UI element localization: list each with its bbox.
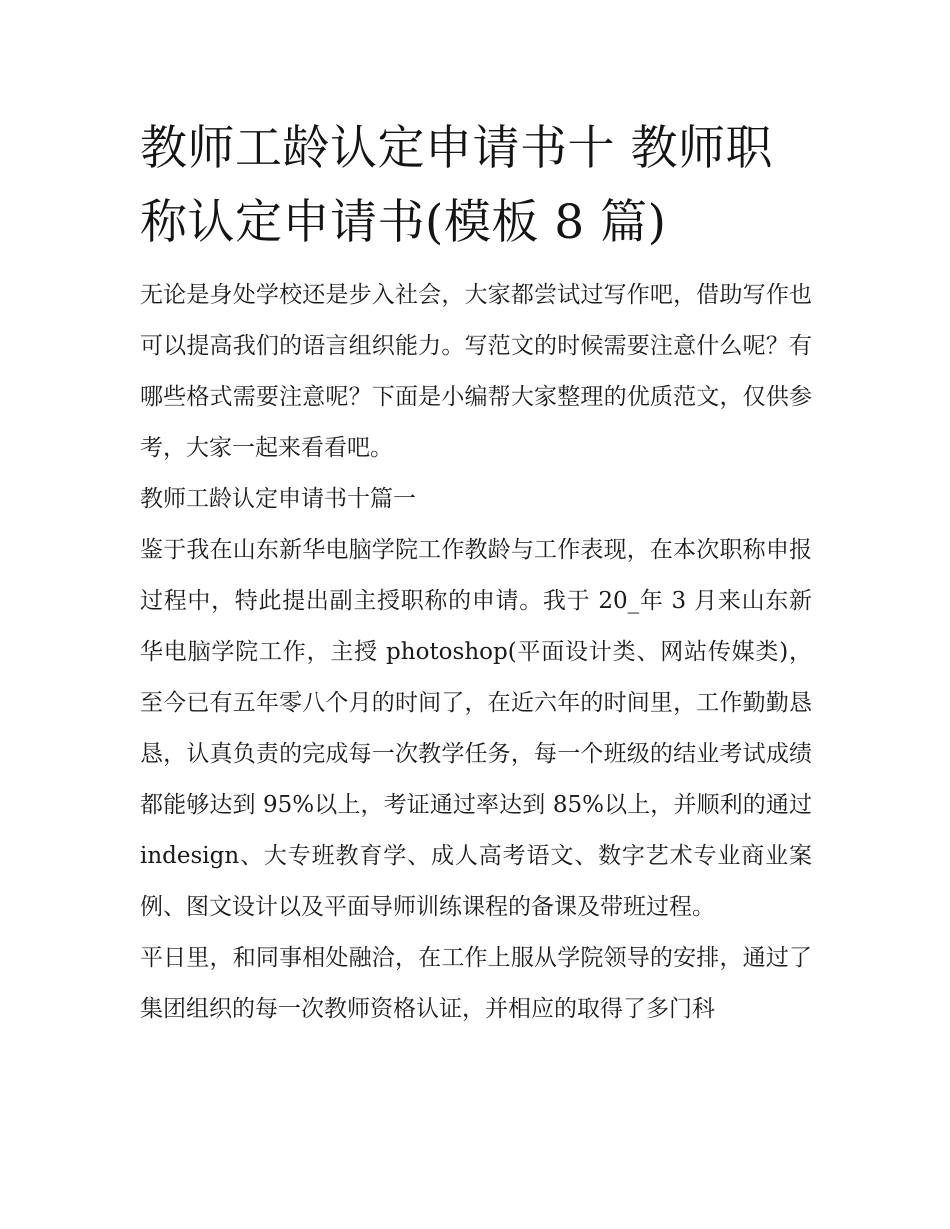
intro-paragraph: 无论是身处学校还是步入社会，大家都尝试过写作吧，借助写作也可以提高我们的语言组织能力。写范文的时候需要注意什么呢？有哪些格式需要注意呢？下面是小编帮大家整理的优质范文，仅供参考，大家一起来看看吧。 <box>140 282 812 461</box>
document-title: 教师工龄认定申请书十 教师职称认定申请书(模板 8 篇) <box>140 121 773 250</box>
body-paragraph-1: 鉴于我在山东新华电脑学院工作教龄与工作表现，在本次职称申报过程中，特此提出副主授职称的申请。我于 20_年 3 月来山东新华电脑学院工作，主授 photoshop(平面设计类、网站传媒类)，至今已有五年零八个月的时间了，在近六年的时间里，工作勤勤恳恳，认真负责的完成每一次教学任务，每一个班级的结业考试成绩都能够达到 95%以上，考证通过率达到 85%以上，并顺利的通过 indesign、大专班教育学、成人高考语文、数字艺术专业商业案例、图文设计以及平面导师训练课程的备课及带班过程。 <box>140 537 812 920</box>
section-heading: 教师工龄认定申请书十篇一 <box>140 486 416 512</box>
body-paragraph-2: 平日里，和同事相处融洽，在工作上服从学院领导的安排，通过了集团组织的每一次教师资格认证，并相应的取得了多门科 <box>140 945 812 1022</box>
document-page <box>140 112 812 1035</box>
